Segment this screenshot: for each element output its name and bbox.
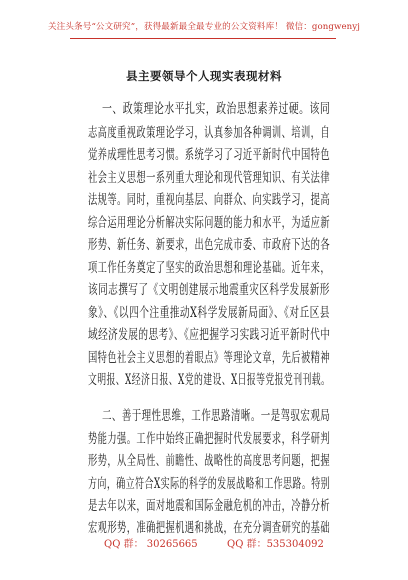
body-line: 一、政策理论水平扎实，政治思想素养过硬。该同 (102, 101, 331, 117)
body-line: 文明报、X经济日报、X党的建设、X日报等党报党刊刊载。 (88, 372, 331, 388)
document-title: 县主要领导个人现实表现材料 (126, 69, 282, 83)
body-line: 势能力强。工作中始终正确把握时代发展要求，科学研判 (88, 431, 331, 447)
body-line: 项工作任务奠定了坚实的政治思想和理论基础。近年来， (88, 260, 331, 276)
qq-group-1: QQ 群： 30265665 (104, 539, 198, 550)
body-line: 觉养成理性思考习惯。系统学习了习近平新时代中国特色 (88, 147, 331, 163)
body-line: 该同志撰写了《文明创建展示地震重灾区科学发展新形 (88, 282, 330, 298)
header-banner: 关注头条号“公文研究”，获得最新最全最专业的公文资料库！ 微信：gongwenyj (47, 22, 361, 32)
body-line: 象》、《以四个注重推动X科学发展新局面》、《对丘区县 (88, 305, 330, 321)
body-line: 法规等。同时，重视向基层、向群众、向实践学习，提高 (88, 192, 331, 208)
body-line: 宏观形势，准确把握机遇和挑战，在充分调查研究的基础 (88, 520, 331, 536)
body-line: 社会主义思想一系列重大理论和现代管理知识、有关法律 (88, 170, 331, 186)
header-divider (70, 38, 336, 39)
body-line: 国特色社会主义思想的着眼点》等理论文章，先后被精神 (88, 350, 331, 366)
body-line: 二、善于理性思维，工作思路清晰。一是驾驭宏观局 (102, 408, 331, 424)
body-line: 形势，从全局性、前瞻性、战略性的高度思考问题，把握 (88, 453, 331, 469)
body-line: 是去年以来，面对地震和国际金融危机的冲击，冷静分析 (88, 498, 331, 514)
body-line: 方向，确立符合X实际的科学的发展战略和工作思路。特别 (88, 476, 331, 492)
body-line: 综合运用理论分析解决实际问题的能力和水平，为适应新 (88, 215, 331, 231)
body-line: 形势、新任务、新要求，出色完成市委、市政府下达的各 (88, 237, 331, 253)
qq-group-2: QQ 群：535304092 (227, 539, 324, 550)
body-line: 志高度重视政策理论学习，认真参加各种调训、培训，自 (88, 125, 331, 141)
body-line: 域经济发展的思考》、《应把握学习实践习近平新时代中 (88, 327, 331, 343)
